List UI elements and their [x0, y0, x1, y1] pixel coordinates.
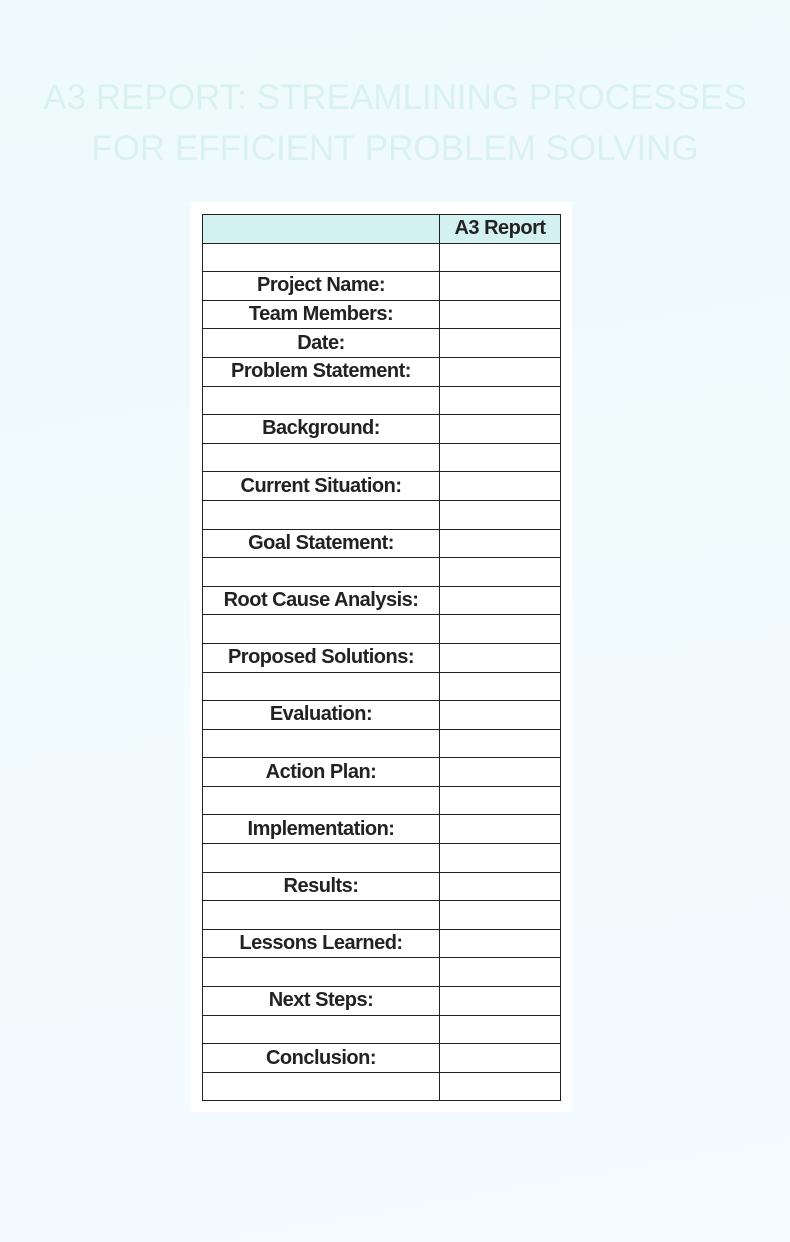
table-row	[203, 987, 561, 1016]
table-row	[203, 329, 561, 358]
row-value-cell[interactable]	[440, 357, 561, 386]
table-row	[203, 701, 561, 730]
row-value-cell[interactable]	[440, 872, 561, 901]
row-label: Next Steps:	[203, 987, 440, 1016]
table-row	[203, 357, 561, 386]
row-value-cell[interactable]	[440, 586, 561, 615]
table-row	[203, 472, 561, 501]
table-row	[203, 558, 561, 587]
header-cell: A3 Report	[440, 215, 561, 244]
row-label	[203, 443, 440, 472]
row-label: Root Cause Analysis:	[203, 586, 440, 615]
table-row	[203, 615, 561, 644]
row-label	[203, 500, 440, 529]
row-value-cell[interactable]	[440, 672, 561, 701]
row-label: Background:	[203, 415, 440, 444]
row-value-cell[interactable]	[440, 815, 561, 844]
row-label: Date:	[203, 329, 440, 358]
row-value-cell[interactable]	[440, 243, 561, 272]
row-label: Proposed Solutions:	[203, 643, 440, 672]
row-value-cell[interactable]	[440, 786, 561, 815]
row-value-cell[interactable]	[440, 472, 561, 501]
table-row	[203, 272, 561, 301]
row-label: Team Members:	[203, 300, 440, 329]
row-value-cell[interactable]	[440, 272, 561, 301]
table-row	[203, 300, 561, 329]
row-label	[203, 672, 440, 701]
a3-report-table	[202, 214, 561, 1101]
table-row	[203, 729, 561, 758]
row-value-cell[interactable]	[440, 558, 561, 587]
row-label: Lessons Learned:	[203, 929, 440, 958]
row-value-cell[interactable]	[440, 329, 561, 358]
row-label: Goal Statement:	[203, 529, 440, 558]
row-label	[203, 1015, 440, 1044]
table-row	[203, 1015, 561, 1044]
table-row	[203, 500, 561, 529]
header-cell	[203, 215, 440, 244]
row-label	[203, 786, 440, 815]
table-row	[203, 786, 561, 815]
table-row	[203, 643, 561, 672]
row-value-cell[interactable]	[440, 415, 561, 444]
row-value-cell[interactable]	[440, 987, 561, 1016]
row-value-cell[interactable]	[440, 529, 561, 558]
table-row	[203, 386, 561, 415]
table-row	[203, 815, 561, 844]
row-value-cell[interactable]	[440, 300, 561, 329]
row-label	[203, 958, 440, 987]
title-line-2: FOR EFFICIENT PROBLEM SOLVING	[91, 129, 699, 168]
row-label	[203, 243, 440, 272]
row-label	[203, 1072, 440, 1101]
row-value-cell[interactable]	[440, 729, 561, 758]
row-label: Conclusion:	[203, 1044, 440, 1073]
row-value-cell[interactable]	[440, 1015, 561, 1044]
table-row	[203, 758, 561, 787]
row-value-cell[interactable]	[440, 929, 561, 958]
row-value-cell[interactable]	[440, 500, 561, 529]
table-row	[203, 443, 561, 472]
row-label: Problem Statement:	[203, 357, 440, 386]
row-value-cell[interactable]	[440, 386, 561, 415]
row-label	[203, 386, 440, 415]
row-value-cell[interactable]	[440, 615, 561, 644]
row-label	[203, 901, 440, 930]
row-label	[203, 558, 440, 587]
table-row	[203, 529, 561, 558]
row-value-cell[interactable]	[440, 901, 561, 930]
row-label: Project Name:	[203, 272, 440, 301]
row-label: Implementation:	[203, 815, 440, 844]
table-row	[203, 586, 561, 615]
row-value-cell[interactable]	[440, 643, 561, 672]
table-row	[203, 415, 561, 444]
table-row	[203, 844, 561, 873]
table-row	[203, 872, 561, 901]
table-row	[203, 1072, 561, 1101]
row-value-cell[interactable]	[440, 958, 561, 987]
row-value-cell[interactable]	[440, 443, 561, 472]
row-label: Results:	[203, 872, 440, 901]
row-label	[203, 844, 440, 873]
row-value-cell[interactable]	[440, 1044, 561, 1073]
row-label: Current Situation:	[203, 472, 440, 501]
table-row	[203, 243, 561, 272]
table-row	[203, 929, 561, 958]
row-value-cell[interactable]	[440, 758, 561, 787]
row-label: Evaluation:	[203, 701, 440, 730]
row-value-cell[interactable]	[440, 701, 561, 730]
row-label	[203, 615, 440, 644]
row-label: Action Plan:	[203, 758, 440, 787]
table-row	[203, 958, 561, 987]
row-label	[203, 729, 440, 758]
title-line-1: A3 REPORT: STREAMLINING PROCESSES	[43, 78, 747, 117]
row-value-cell[interactable]	[440, 844, 561, 873]
table-row	[203, 672, 561, 701]
row-value-cell[interactable]	[440, 1072, 561, 1101]
table-header-row	[203, 215, 561, 244]
table-row	[203, 901, 561, 930]
table-row	[203, 1044, 561, 1073]
page-title	[0, 72, 790, 174]
